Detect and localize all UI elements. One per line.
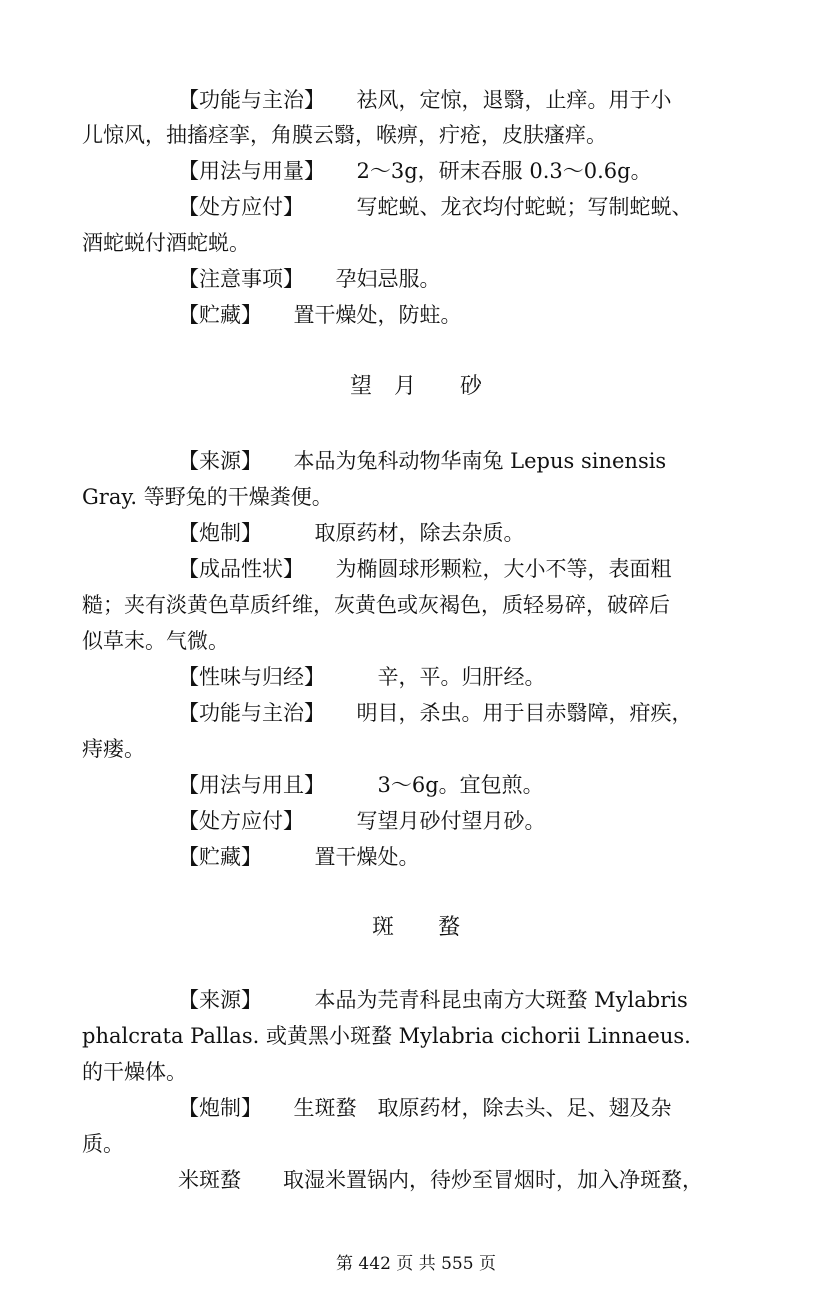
text-line: 【处方应付】 写望月砂付望月砂。 xyxy=(178,809,546,833)
text-line: Gray. 等野兔的干燥粪便。 xyxy=(82,485,333,509)
text-line: phalcrata Pallas. 或黄黑小斑蝥 Mylabria cichorii Linnaeus. xyxy=(82,1024,691,1048)
text-line: 【处方应付】 写蛇蜕、龙衣均付蛇蜕；写制蛇蜕、 xyxy=(178,195,693,219)
text-line: 【用法与用量】 2～3g，研末吞服 0.3～0.6g。 xyxy=(178,159,652,183)
text-line: 质。 xyxy=(82,1132,124,1156)
text-line: 【来源】 本品为芫青科昆虫南方大斑蝥 Mylabris xyxy=(178,988,688,1012)
text-line: 【功能与主治】 明目，杀虫。用于目赤翳障，疳疾， xyxy=(178,701,693,725)
text-line: 【成品性状】 为椭圆球形颗粒，大小不等，表面粗 xyxy=(178,557,672,581)
text-line: 【贮藏】 置干燥处。 xyxy=(178,845,420,869)
text-line: 似草末。气微。 xyxy=(82,629,229,653)
text-line: 【功能与主治】 祛风，定惊，退翳，止痒。用于小 xyxy=(178,88,672,112)
text-line: 【性味与归经】 辛，平。归肝经。 xyxy=(178,665,546,689)
text-line: 【用法与用且】 3～6g。宜包煎。 xyxy=(178,773,544,797)
page-footer: 第 442 页 共 555 页 xyxy=(336,1254,496,1274)
text-line: 儿惊风，抽搐痉挛，角膜云翳，喉痹，疔疮，皮肤瘙痒。 xyxy=(82,123,607,147)
section-title: 斑 蝥 xyxy=(371,915,460,940)
text-line: 酒蛇蜕付酒蛇蜕。 xyxy=(82,231,250,255)
text-line: 【炮制】 生斑蝥 取原药材，除去头、足、翅及杂 xyxy=(178,1096,672,1120)
text-line: 糙；夹有淡黄色草质纤维，灰黄色或灰褐色，质轻易碎，破碎后 xyxy=(82,593,670,617)
text-line: 米斑蝥 取湿米置锅内，待炒至冒烟时，加入净斑蝥， xyxy=(178,1168,703,1192)
text-line: 【来源】 本品为兔科动物华南兔 Lepus sinensis xyxy=(178,449,667,473)
section-title: 望 月 砂 xyxy=(349,374,482,399)
text-line: 的干燥体。 xyxy=(82,1060,187,1084)
text-line: 【炮制】 取原药材，除去杂质。 xyxy=(178,521,525,545)
text-line: 【贮藏】 置干燥处，防蛀。 xyxy=(178,303,462,327)
text-line: 【注意事项】 孕妇忌服。 xyxy=(178,267,441,291)
text-line: 痔瘘。 xyxy=(82,737,145,761)
